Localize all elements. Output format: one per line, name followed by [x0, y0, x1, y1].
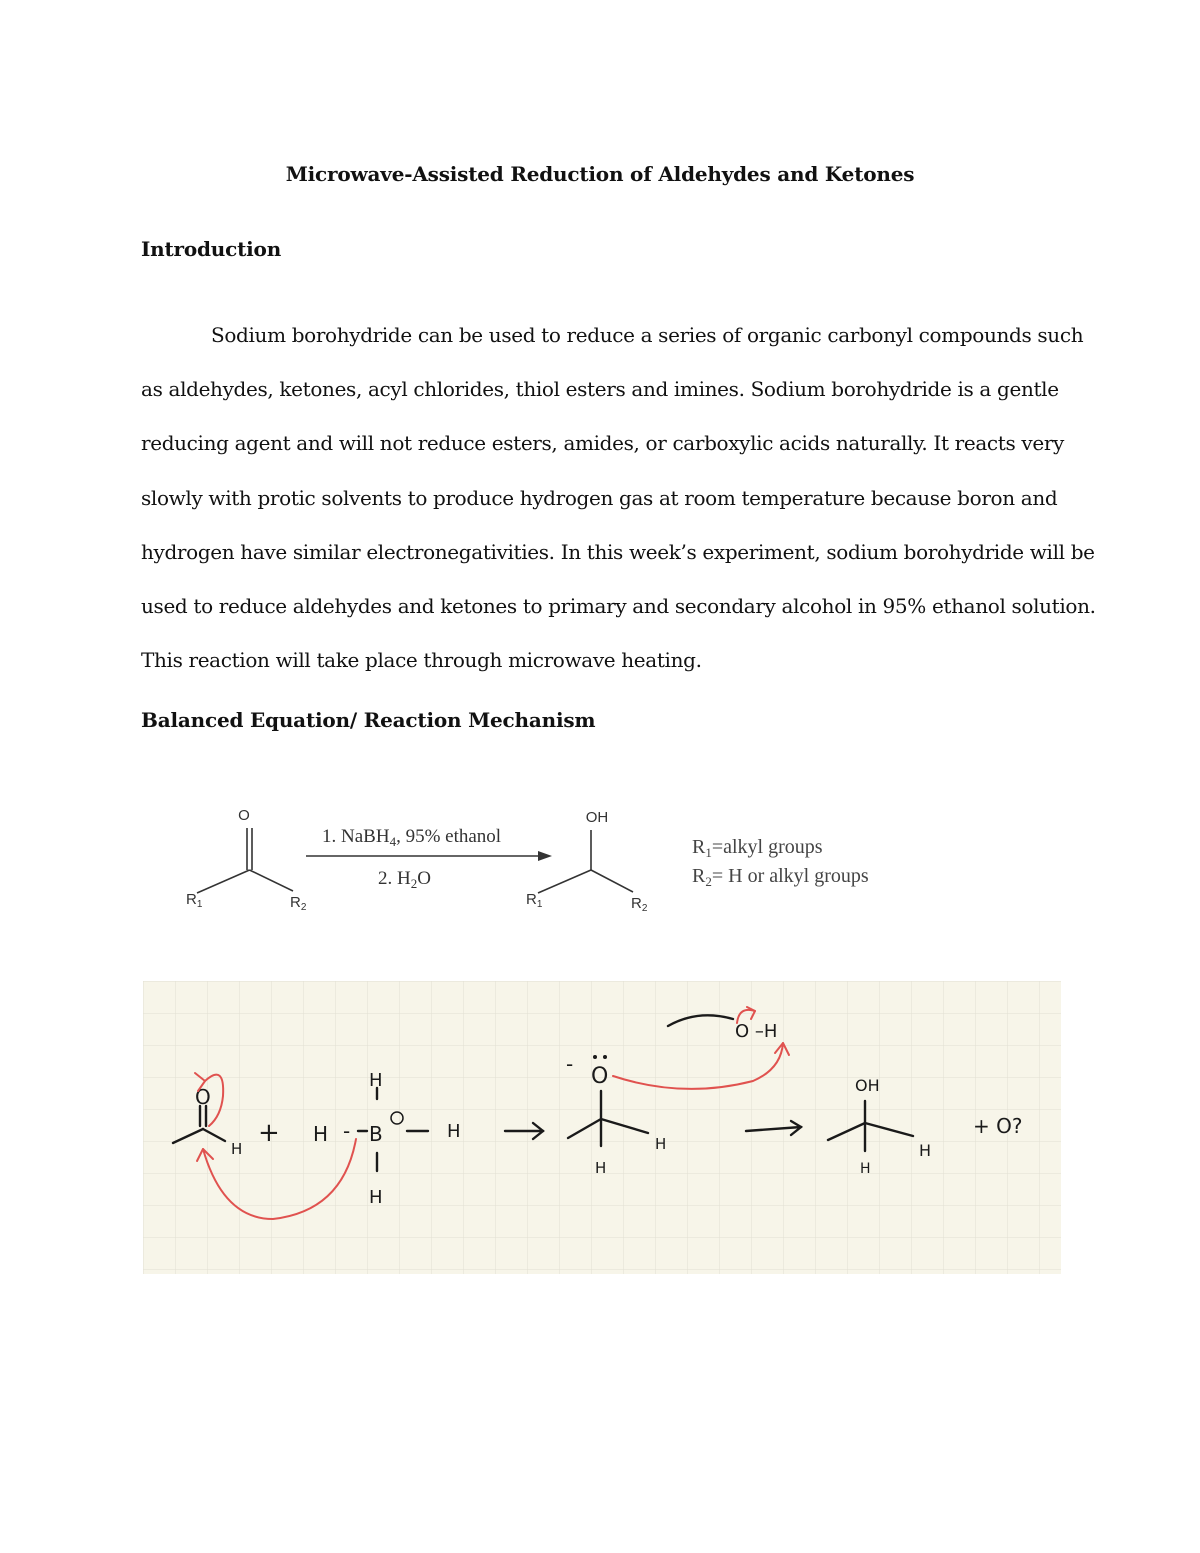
- introduction-heading: Introduction: [141, 237, 282, 261]
- paragraph-line: slowly with protic solvents to produce hydrogen gas at room temperature because boron and: [141, 485, 1058, 510]
- plus-sign: +: [258, 1118, 280, 1148]
- reaction-arrow: [306, 851, 552, 861]
- product-alcohol: [526, 809, 648, 914]
- product-right-h-label: H: [919, 1141, 932, 1160]
- carbonyl-oxygen-label: O: [195, 1085, 211, 1109]
- reactant-carbonyl: [186, 807, 307, 913]
- hydride-h-label: H: [313, 1122, 329, 1146]
- trailing-byproduct-label: + O?: [973, 1114, 1023, 1138]
- legend-r1: $R_1=alkyl$ groups: [692, 836, 823, 860]
- reaction-scheme-figure: [160, 790, 920, 920]
- reactant-r2-label: $R_2$: [290, 894, 307, 913]
- ethanol-oh-label: O –H: [735, 1021, 778, 1042]
- paragraph-line: Sodium borohydride can be used to reduce a series of organic carbonyl compounds such: [211, 323, 1084, 347]
- paragraph-line: as aldehydes, ketones, acyl chlorides, thiol esters and imines. Sodium borohydride is a gentle: [141, 377, 1059, 402]
- reactant-r1-label: $R_1$: [186, 891, 203, 910]
- paragraph-line: This reaction will take place through microwave heating.: [141, 648, 702, 673]
- equation-heading: Balanced Equation/ Reaction Mechanism: [141, 708, 596, 732]
- condition-step-2: 2. $H_2O$: [378, 868, 431, 891]
- boron-label: B: [369, 1122, 383, 1146]
- bond-dash: -: [343, 1119, 351, 1143]
- legend-r2: $R_2= H$ or alkyl groups: [692, 865, 869, 889]
- aldehyde-hydrogen-label: H: [231, 1140, 243, 1158]
- product-oh-label: OH: [855, 1076, 880, 1095]
- alkoxide-right-h-label: H: [655, 1135, 667, 1153]
- product-r2-label: $R_2$: [631, 895, 648, 914]
- paragraph-line: hydrogen have similar electronegativities. In this week’s experiment, sodium borohydride will be: [141, 539, 1095, 564]
- alkoxide-oxygen-label: O: [591, 1064, 609, 1089]
- boron-right-h-label: H: [447, 1121, 461, 1142]
- alkoxide-charge-label: -: [566, 1052, 574, 1076]
- boron-top-h-label: H: [369, 1070, 383, 1091]
- product-bottom-h-label: H: [860, 1161, 871, 1177]
- document-title: Microwave-Assisted Reduction of Aldehydes and Ketones: [285, 162, 915, 186]
- mechanism-sketch: [143, 981, 1061, 1274]
- product-oh-label: OH: [585, 809, 609, 826]
- introduction-paragraph: [141, 308, 1096, 687]
- condition-step-1: 1. NaBH$_4$, 95% ethanol: [322, 826, 502, 849]
- alkoxide-bottom-h-label: H: [595, 1159, 607, 1177]
- reactant-oxygen-label: O: [238, 807, 250, 824]
- paragraph-line: reducing agent and will not reduce esters, amides, or carboxylic acids naturally. It reacts very: [141, 431, 1064, 456]
- paragraph-line: used to reduce aldehydes and ketones to primary and secondary alcohol in 95% ethanol solution.: [141, 594, 1096, 619]
- product-r1-label: $R_1$: [526, 891, 543, 910]
- boron-bottom-h-label: H: [369, 1187, 383, 1208]
